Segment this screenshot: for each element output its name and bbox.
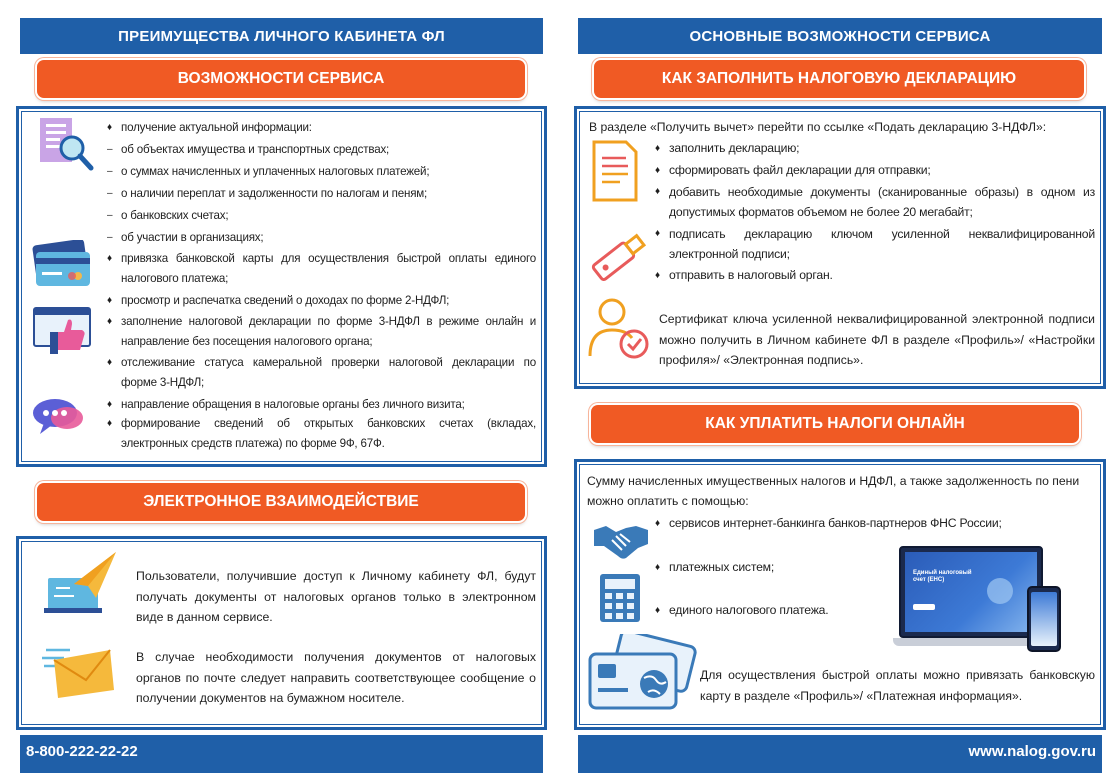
paper-plane-icon <box>44 548 120 618</box>
envelope-icon <box>40 642 116 700</box>
list-item: ♦ единого налогового платежа. <box>655 603 829 617</box>
services-title: ВОЗМОЖНОСТИ СЕРВИСА <box>37 60 525 98</box>
list-item: ♦ просмотр и распечатка сведений о доходах по форме 2-НДФЛ; <box>107 294 450 307</box>
list-item: – о наличии переплат и задолженности по налогам и пеням; <box>107 187 428 200</box>
hotline-phone: 8-800-222-22-22 <box>26 743 138 760</box>
user-certificate-icon <box>586 296 652 360</box>
list-item: – об объектах имущества и транспортных средствах; <box>107 143 390 156</box>
handshake-icon <box>592 518 650 562</box>
electronic-paragraph-2: В случае необходимости получения документов от налоговых органов по почте следует направить соответствующее сообщение о получении документов на бумажном носителе. <box>136 650 536 705</box>
list-item: – о суммах начисленных и уплаченных налоговых платежей; <box>107 165 430 178</box>
certificate-text: Сертификат ключа усиленной неквалифицированной электронной подписи можно получить в Личном кабинете ФЛ в разделе «Профиль»/ «Настройки профиля»/ «Электронная подпись». <box>659 312 1095 367</box>
list-item: ♦ подписать декларацию ключом усиленной неквалифицированной электронной подписи; <box>655 227 1095 261</box>
electronic-paragraph-1: Пользователи, получившие доступ к Личному кабинету ФЛ, будут получать документы от налоговых органов только в электронном виде в данном сервисе. <box>136 569 536 624</box>
list-item: ♦ отправить в налоговый орган. <box>655 268 833 282</box>
document-search-icon <box>36 116 94 172</box>
document-icon <box>590 140 640 202</box>
list-item: ♦ направление обращения в налоговые органы без личного визита; <box>107 398 465 411</box>
list-item: ♦ заполнить декларацию; <box>655 141 800 155</box>
list-item: ♦ привязка банковской карты для осуществления быстрой оплаты единого налогового платежа; <box>107 252 536 285</box>
usb-key-icon <box>586 230 652 284</box>
list-item: ♦ отслеживание статуса камеральной проверки налоговой декларации по форме 3-НДФЛ; <box>107 356 536 389</box>
list-item: ♦ сформировать файл декларации для отправки; <box>655 163 931 177</box>
declaration-title: КАК ЗАПОЛНИТЬ НАЛОГОВУЮ ДЕКЛАРАЦИЮ <box>594 60 1084 98</box>
website-link[interactable]: www.nalog.gov.ru <box>968 743 1096 760</box>
ens-laptop-illustration <box>893 546 1065 654</box>
electronic-title: ЭЛЕКТРОННОЕ ВЗАИМОДЕЙСТВИЕ <box>37 483 525 521</box>
pay-intro: Сумму начисленных имущественных налогов и НДФЛ, а также задолженность по пени можно оплатить с помощью: <box>587 474 1080 508</box>
thumbs-up-screen-icon <box>30 306 94 360</box>
list-item: – о банковских счетах; <box>107 209 229 222</box>
bank-card-icon <box>30 240 94 288</box>
declaration-intro: В разделе «Получить вычет» перейти по ссылке «Подать декларацию 3-НДФЛ»: <box>589 120 1047 134</box>
chat-bubble-icon <box>30 396 86 436</box>
calculator-icon <box>598 572 642 624</box>
list-item: – об участии в организациях; <box>107 231 264 244</box>
payment-card-globe-icon <box>586 634 698 710</box>
card-binding-text: Для осуществления быстрой оплаты можно привязать банковскую карту в разделе «Профиль»/ «Платежная информация». <box>700 668 1095 703</box>
list-item: ♦ формирование сведений об открытых банковских счетах (вкладах, электронных средств платежа) по форме 9Ф, 67Ф. <box>107 417 536 450</box>
list-item: ♦ заполнение налоговой декларации по форме 3-НДФЛ в режиме онлайн и направление без посещения налогового органа; <box>107 315 536 348</box>
list-item: ♦ платежных систем; <box>655 560 775 574</box>
pay-title: КАК УПЛАТИТЬ НАЛОГИ ОНЛАЙН <box>591 405 1079 443</box>
list-item: ♦ сервисов интернет-банкинга банков-партнеров ФНС России; <box>655 516 1002 530</box>
list-item: ♦ получение актуальной информации: <box>107 121 312 134</box>
list-item: ♦ добавить необходимые документы (сканированные образы) в одном из допустимых форматов объемом не более 20 мегабайт; <box>655 185 1095 219</box>
left-header: ПРЕИМУЩЕСТВА ЛИЧНОГО КАБИНЕТА ФЛ <box>20 18 543 54</box>
right-header: ОСНОВНЫЕ ВОЗМОЖНОСТИ СЕРВИСА <box>578 18 1102 54</box>
laptop-screen-title: Единый налоговый счет (ЕНС) <box>913 570 972 583</box>
